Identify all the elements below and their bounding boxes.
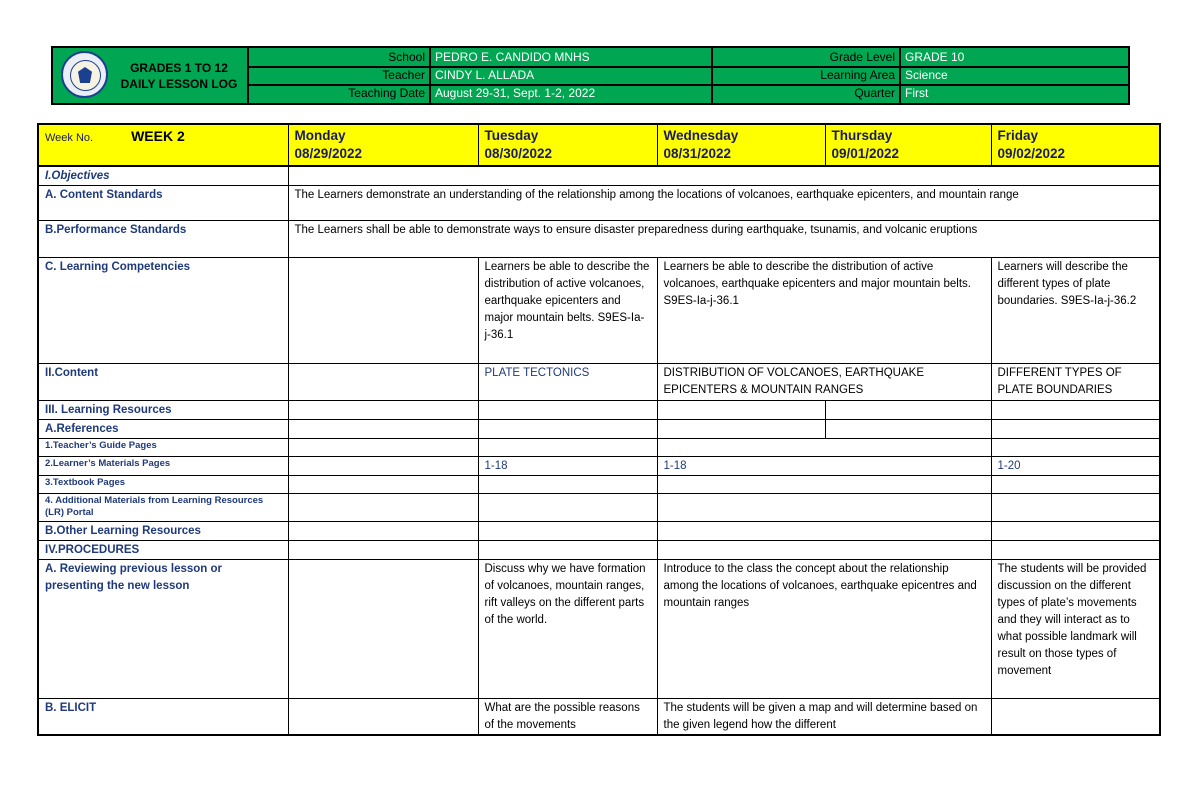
table-row (38, 699, 1160, 736)
learning-resources-label: III. Learning Resources (38, 401, 288, 420)
textbook-pages-label: 3.Textbook Pages (38, 476, 288, 494)
day-name: Monday (294, 128, 346, 143)
table-row (38, 476, 1160, 494)
table-row (38, 522, 1160, 541)
school-label: School (388, 50, 425, 64)
day-header-monday (288, 124, 478, 166)
other-resources-label: B.Other Learning Resources (38, 522, 288, 541)
day-date: 08/30/2022 (484, 146, 553, 161)
week-cell (38, 124, 288, 166)
reviewing-lesson-label: A. Reviewing previous lesson or presenting the new lesson (38, 560, 288, 699)
deped-seal-icon (61, 51, 108, 98)
header-title-block (53, 48, 249, 103)
content-friday: DIFFERENT TYPES OF PLATE BOUNDARIES (991, 364, 1160, 401)
grade-level-value: GRADE 10 (905, 50, 965, 64)
day-date: 08/29/2022 (294, 146, 363, 161)
day-date: 08/31/2022 (663, 146, 732, 161)
header-row-school (247, 48, 1128, 68)
content-label: II.Content (38, 364, 288, 401)
table-row (38, 541, 1160, 560)
learners-materials-tuesday: 1-18 (478, 457, 657, 476)
teaching-date-label: Teaching Date (348, 86, 425, 100)
lesson-log-table (37, 123, 1161, 736)
quarter-value: First (905, 86, 929, 100)
competencies-wednesday: Learners be able to describe the distribution of active volcanoes, earthquake epicenters and major mountain belts. S9ES-Ia-j-36.1 (657, 258, 991, 364)
elicit-wednesday: The students will be given a map and will determine based on the given legend how the different (657, 699, 991, 736)
table-row (38, 457, 1160, 476)
table-header-row (38, 124, 1160, 166)
week-value: WEEK 2 (131, 128, 185, 144)
table-row (38, 258, 1160, 364)
header-info-grid (247, 48, 1128, 103)
table-row (38, 439, 1160, 457)
school-value: PEDRO E. CANDIDO MNHS (435, 50, 590, 64)
day-name: Friday (997, 128, 1039, 143)
competencies-friday: Learners will describe the different types of plate boundaries. S9ES-Ia-j-36.2 (991, 258, 1160, 364)
teachers-guide-label: 1.Teacher’s Guide Pages (38, 439, 288, 457)
content-standards-label: A. Content Standards (38, 186, 288, 221)
day-date: 09/02/2022 (997, 146, 1066, 161)
day-name: Thursday (831, 128, 893, 143)
quarter-label: Quarter (854, 86, 895, 100)
competencies-tuesday: Learners be able to describe the distribution of active volcanoes, earthquake epicenters and major mountain belts. S9ES-Ia-j-36.1 (478, 258, 657, 364)
reviewing-wednesday: Introduce to the class the concept about the relationship among the locations of volcanoes, earthquake epicentres and mountain ranges (657, 560, 991, 699)
header-title (115, 60, 243, 92)
teacher-label: Teacher (382, 68, 425, 82)
objectives-label: I.Objectives (38, 166, 288, 186)
references-label: A.References (38, 420, 288, 439)
day-header-friday (991, 124, 1160, 166)
elicit-label: B. ELICIT (38, 699, 288, 736)
learning-area-label: Learning Area (820, 68, 895, 82)
header-title-line1: GRADES 1 TO 12 (130, 61, 228, 75)
reviewing-friday: The students will be provided discussion on the different types of plate’s movements and they will interact as to what possible landmark will result on those types of movement (991, 560, 1160, 699)
table-row (38, 494, 1160, 522)
content-tuesday: PLATE TECTONICS (478, 364, 657, 401)
table-row (38, 186, 1160, 221)
table-row (38, 364, 1160, 401)
table-row (38, 221, 1160, 258)
day-date: 09/01/2022 (831, 146, 900, 161)
additional-materials-label: 4. Additional Materials from Learning Resources (LR) Portal (38, 494, 288, 522)
learners-materials-label: 2.Learner’s Materials Pages (38, 457, 288, 476)
day-header-tuesday (478, 124, 657, 166)
elicit-tuesday: What are the possible reasons of the movements (478, 699, 657, 736)
learning-area-value: Science (905, 68, 948, 82)
table-row (38, 401, 1160, 420)
performance-standards-value: The Learners shall be able to demonstrate ways to ensure disaster preparedness during earthquake, tsunamis, and volcanic eruptions (288, 221, 1160, 258)
week-label: Week No. (45, 132, 94, 144)
table-row (38, 420, 1160, 439)
learning-competencies-label: C. Learning Competencies (38, 258, 288, 364)
table-row (38, 560, 1160, 699)
day-name: Tuesday (484, 128, 539, 143)
teacher-value: CINDY L. ALLADA (435, 68, 535, 82)
header-title-line2: DAILY LESSON LOG (120, 77, 238, 91)
table-row (38, 166, 1160, 186)
header-block (51, 46, 1130, 105)
reviewing-tuesday: Discuss why we have formation of volcanoes, mountain ranges, rift valleys on the different parts of the world. (478, 560, 657, 699)
performance-standards-label: B.Performance Standards (38, 221, 288, 258)
day-header-thursday (825, 124, 991, 166)
header-row-teacher (247, 66, 1128, 86)
teaching-date-value: August 29-31, Sept. 1-2, 2022 (435, 86, 596, 100)
day-header-wednesday (657, 124, 825, 166)
procedures-label: IV.PROCEDURES (38, 541, 288, 560)
content-wednesday: DISTRIBUTION OF VOLCANOES, EARTHQUAKE EPICENTERS & MOUNTAIN RANGES (657, 364, 991, 401)
learners-materials-wednesday: 1-18 (657, 457, 991, 476)
grade-level-label: Grade Level (829, 50, 895, 64)
content-standards-value: The Learners demonstrate an understanding of the relationship among the locations of volcanoes, earthquake epicenters, and mountain range (288, 186, 1160, 221)
learners-materials-friday: 1-20 (991, 457, 1160, 476)
header-row-date (247, 84, 1128, 102)
day-name: Wednesday (663, 128, 739, 143)
